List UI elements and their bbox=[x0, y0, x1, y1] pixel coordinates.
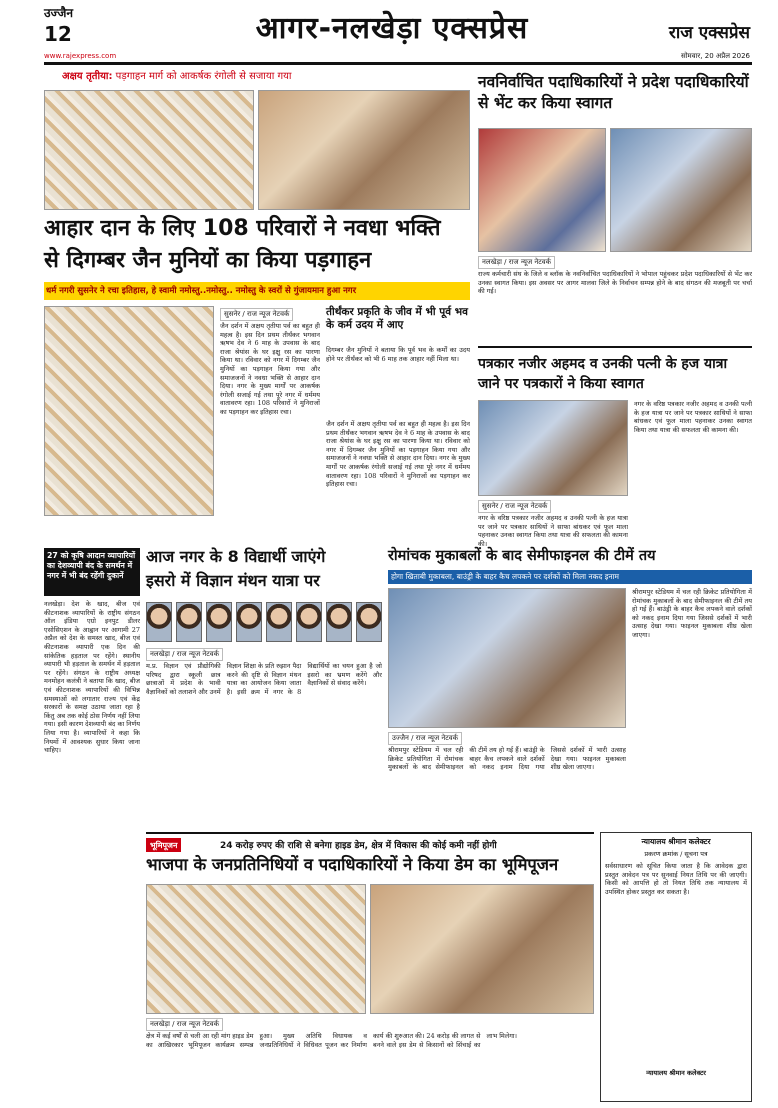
student-photo bbox=[356, 602, 382, 642]
student-photo bbox=[146, 602, 172, 642]
story-dam-strap: 24 करोड़ रुपए की राशि से बनेगा हाइड डेम, क्षेत्र में विकास की कोई कमी नहीं होगी bbox=[220, 841, 497, 851]
student-photo bbox=[296, 602, 322, 642]
story-right2-caption: सुसनेर / राज न्यूज नेटवर्क bbox=[478, 500, 551, 513]
notice-subtitle: प्रकरण क्रमांक / सूचना पत्र bbox=[644, 850, 708, 858]
story-top-body: जैन दर्शन में अक्षय तृतीया पर्व का बहुत ही महत्व है। इस दिन प्रथम तीर्थंकर भगवान ऋषभ देव ने 6 माह के उपवास के बाद राजा श्रेयांस के घर इक्षु रस का पारणा किया था। रविवार को नगर में दिगम्बर जैन मुनियों का पड़गाहन किया गया और समाजजनों ने नवधा भक्ति से आहार दान दिया। नगर के मुख्य मार्गों पर आकर्षक रंगोली सजाई गई तथा पूरे नगर में धर्ममय वातावरण रहा। 108 परिवारों ने मुनिराजों का पड़गाहन कर इतिहास रचा। bbox=[220, 322, 320, 416]
story-top-body-more: जैन दर्शन में अक्षय तृतीया पर्व का बहुत ही महत्व है। इस दिन प्रथम तीर्थंकर भगवान ऋषभ देव ने 6 माह के उपवास के बाद राजा श्रेयांस के घर इक्षु रस का पारणा किया था। रविवार को नगर में दिगम्बर जैन मुनियों का पड़गाहन किया गया और समाजजनों ने नवधा भक्ति से आहार दान दिया। नगर के मुख्य मार्गों पर आकर्षक रंगोली सजाई गई तथा पूरे नगर में धर्ममय वातावरण रहा। 108 परिवारों ने मुनिराजों का पड़गाहन कर इतिहास रचा। bbox=[326, 420, 470, 489]
issue-date: सोमवार, 20 अप्रैल 2026 bbox=[681, 52, 750, 60]
story-right2 bbox=[478, 346, 752, 560]
story-left-body: नलखेड़ा। देश के खाद, बीज एवं कीटनाशक व्यापारियों के राष्ट्रीय संगठन ऑल इंडिया एग्रो इनपुट डीलर एसोसिएशन के आह्वान पर आगामी 27 अप्रैल को देश के समस्त खाद, बीज एवं कीटनाशक व्यापारी एक दिन की सांकेतिक हड़ताल पर रहेंगे। स्थानीय व्यापारी भी हड़ताल के समर्थन में हड़ताल पर रहेंगे। संगठन के राष्ट्रीय अध्यक्ष मनमोहन कलंत्री ने बताया कि खाद, बीज एवं कीटनाशक व्यापारियों की विभिन्न समस्याओं को लगातार राज्य एवं केंद्र सरकारों के समक्ष उठाया जाता रहा है किंतु अब तक कोई ठोस निर्णय नहीं लिया गया। इसी कारण देशव्यापी बंद का निर्णय लिया गया है। व्यापारियों ने कहा कि नियमों में आवश्यक सुधार किया जाना चाहिए। bbox=[44, 600, 140, 755]
story-science-headline-1: आज नगर के 8 विद्यार्थी जाएंगे bbox=[146, 547, 326, 566]
story-dam-body: क्षेत्र में कई वर्षों से चली आ रही मांग हाइड डेम का आखिरकार भूमिपूजन कार्यक्रम सम्पन्न हुआ। मुख्य अतिथि विधायक व जनप्रतिनिधियों ने विधिवत पूजन कर निर्माण कार्य की शुरुआत की। 24 करोड़ की लागत से बनने वाले इस डेम से किसानों को सिंचाई का लाभ मिलेगा। bbox=[146, 1032, 518, 1049]
notice-footer: न्यायालय श्रीमान कलेक्टर bbox=[646, 1069, 706, 1077]
story-dam bbox=[146, 832, 594, 1102]
story-right1-photo-1 bbox=[478, 128, 606, 252]
story-right1 bbox=[478, 68, 752, 342]
story-sport-body: श्रीरामपुर स्टेडियम में चल रही क्रिकेट प्रतियोगिता में रोमांचक मुकाबलों के बाद सेमीफाइनल की टीमें तय हो गई हैं। बाउंड्री के बाहर कैच लपकने वाले दर्शकों को नकद इनाम दिया गया जिससे दर्शकों में भारी उत्साह देखा गया। फाइनल मुकाबला शीघ्र खेला जाएगा। bbox=[388, 746, 626, 772]
story-top-caption: सुसनेर / राज न्यूज नेटवर्क bbox=[220, 308, 293, 321]
story-dam-caption: नलखेड़ा / राज न्यूज नेटवर्क bbox=[146, 1018, 223, 1031]
story-top-photo-bottom bbox=[44, 306, 214, 516]
student-photo bbox=[266, 602, 292, 642]
story-right2-body: नगर के वरिष्ठ पत्रकार नजीर अहमद व उनकी पत्नी के हज यात्रा पर जाने पर पत्रकार साथियों ने साफा बांधकर एवं फूल माला पहनाकर उनका स्वागत किया तथा यात्रा की सफलता की कामना की। bbox=[478, 514, 628, 548]
website-url[interactable]: www.rajexpress.com bbox=[44, 52, 117, 60]
story-right1-caption: नलखेड़ा / राज न्यूज नेटवर्क bbox=[478, 256, 555, 269]
story-top bbox=[44, 68, 470, 560]
story-right2-photo bbox=[478, 400, 628, 496]
paper-title: आगर-नलखेड़ा एक्सप्रेस bbox=[255, 11, 529, 46]
masthead bbox=[0, 0, 778, 66]
story-sport-headline: रोमांचक मुकाबलों के बाद सेमीफाइनल की टीमें तय bbox=[388, 548, 656, 564]
story-dam-photo-1 bbox=[146, 884, 366, 1014]
story-sport-caption: उज्जैन / राज न्यूज नेटवर्क bbox=[388, 732, 462, 745]
notice-title: न्यायालय श्रीमान कलेक्टर bbox=[641, 837, 711, 846]
story-top-kicker: अक्षय तृतीया: bbox=[62, 71, 113, 82]
page-number: 12 bbox=[44, 22, 72, 46]
story-sport bbox=[388, 548, 752, 828]
story-top-strap bbox=[62, 68, 462, 86]
masthead-rule bbox=[44, 62, 752, 65]
story-top-headline-2: से दिगम्बर जैन मुनियों का किया पड़गाहन bbox=[44, 248, 372, 273]
story-top-subhead: धर्म नगरी सुसनेर ने रचा इतिहास, हे स्वामी नमोस्तु..नमोस्तु.. नमोस्तु के स्वरों से गुंजायमान हुआ नगर bbox=[44, 282, 470, 300]
story-science-body: म.प्र. विज्ञान एवं प्रौद्योगिकी परिषद द्वारा स्कूली छात्र छात्राओं में प्रदेश के भावी वैज्ञानिकों को तलाशने और उनमें विज्ञान शिक्षा के प्रति रुझान पैदा करने की दृष्टि से विज्ञान मंथन यात्रा का आयोजन किया जाता है। इसी क्रम में नगर के 8 विद्यार्थियों का चयन हुआ है जो इसरो का भ्रमण करेंगे और वैज्ञानिकों से संवाद करेंगे। bbox=[146, 662, 382, 696]
story-top-headline-1: आहार दान के लिए 108 परिवारों ने नवधा भक्ति bbox=[44, 216, 441, 241]
story-dam-headline: भाजपा के जनप्रतिनिधियों व पदाधिकारियों ने किया डेम का भूमिपूजन bbox=[146, 855, 559, 874]
story-top-strap-text: पड़गाहन मार्ग को आकर्षक रंगोली से सजाया गया bbox=[115, 71, 292, 82]
brand-name: राज एक्सप्रेस bbox=[668, 23, 750, 43]
student-photo bbox=[236, 602, 262, 642]
story-right1-photo-2 bbox=[610, 128, 752, 252]
story-sport-subhead: होगा खिताबी मुकाबला, बाउंड्री के बाहर कैच लपकने पर दर्शकों को मिला नकद इनाम bbox=[388, 570, 752, 584]
story-right1-body: राज्य कर्मचारी संघ के जिले व ब्लॉक के नवनिर्वाचित पदाधिकारियों ने भोपाल पहुंचकर प्रदेश पदाधिकारियों से भेंट कर उनका स्वागत किया। इस अवसर पर आगर मालवा जिले के निर्वाचन सम्पन्न होने के बाद संगठन की मजबूती पर चर्चा की गई। bbox=[478, 270, 752, 296]
story-right1-headline: नवनिर्वाचित पदाधिकारियों ने प्रदेश पदाधिकारियों से भेंट कर किया स्वागत bbox=[478, 73, 749, 112]
student-photo bbox=[206, 602, 232, 642]
story-top-photo-right bbox=[258, 90, 470, 210]
story-sport-body-side: श्रीरामपुर स्टेडियम में चल रही क्रिकेट प्रतियोगिता में रोमांचक मुकाबलों के बाद सेमीफाइनल की टीमें तय हो गई हैं। बाउंड्री के बाहर कैच लपकने वाले दर्शकों को नकद इनाम दिया गया जिससे दर्शकों में भारी उत्साह देखा गया। फाइनल मुकाबला शीघ्र खेला जाएगा। bbox=[632, 588, 752, 639]
story-right2-headline: पत्रकार नजीर अहमद व उनकी पत्नी के हज यात्रा जाने पर पत्रकारों ने किया स्वागत bbox=[478, 356, 728, 392]
story-right2-body-side: नगर के वरिष्ठ पत्रकार नजीर अहमद व उनकी पत्नी के हज यात्रा पर जाने पर पत्रकार साथियों ने साफा बांधकर एवं फूल माला पहनाकर उनका स्वागत किया तथा यात्रा की सफलता की कामना की। bbox=[634, 400, 752, 434]
story-science bbox=[146, 548, 382, 828]
student-photo bbox=[176, 602, 202, 642]
story-top-pullquote: तीर्थंकर प्रकृति के जीव में भी पूर्व भव के कर्म उदय में आए bbox=[326, 306, 468, 331]
story-dam-tag: भूमिपूजन bbox=[146, 838, 181, 852]
legal-notice bbox=[600, 832, 752, 1102]
student-photo bbox=[326, 602, 352, 642]
story-dam-photo-2 bbox=[370, 884, 594, 1014]
student-photos bbox=[146, 602, 382, 644]
story-left bbox=[44, 548, 140, 1040]
story-left-headline: 27 को कृषि आदान व्यापारियों का देशव्यापी बंद के समर्थन में नगर में भी बंद रहेंगी दुकानें bbox=[44, 548, 140, 596]
story-top-pullquote-body: दिगम्बर जैन मुनियों ने बताया कि पूर्व भव के कर्मों का उदय होने पर तीर्थंकर को भी 6 माह तक आहार नहीं मिला था। bbox=[326, 346, 470, 363]
city-label: उज्जैन bbox=[44, 6, 74, 20]
story-top-photo-left bbox=[44, 90, 254, 210]
notice-body: सर्वसाधारण को सूचित किया जाता है कि आवेदक द्वारा प्रस्तुत आवेदन पत्र पर सुनवाई नियत तिथि पर की जाएगी। किसी को आपत्ति हो तो नियत तिथि तक न्यायालय में उपस्थित होकर प्रस्तुत कर सकता है। bbox=[605, 862, 747, 896]
story-science-headline-2: इसरो में विज्ञान मंथन यात्रा पर bbox=[146, 571, 320, 590]
story-science-caption: नलखेड़ा / राज न्यूज नेटवर्क bbox=[146, 648, 223, 661]
story-sport-photo bbox=[388, 588, 626, 728]
